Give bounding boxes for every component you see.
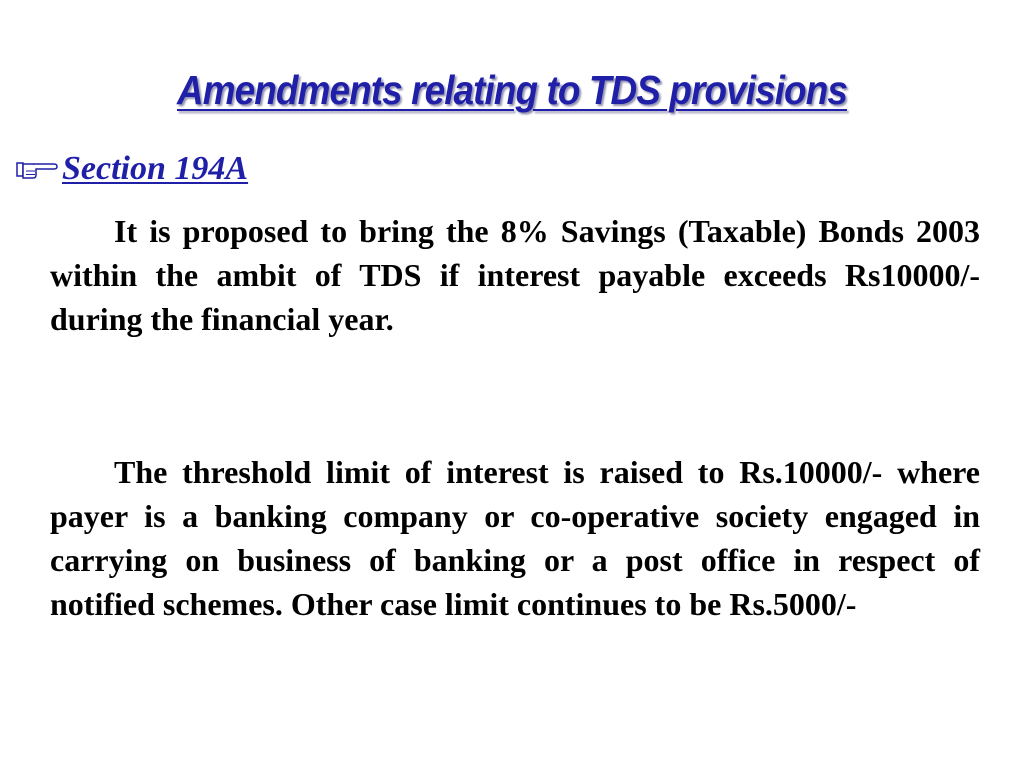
pointing-hand-icon	[16, 157, 58, 181]
section-heading	[16, 150, 248, 188]
paragraph-threshold-limit: The threshold limit of interest is raised to Rs.10000/- where payer is a banking company or co-operative society engaged in carrying on business of banking or a post office in respect of notified schemes. Other case limit continues to be Rs.5000/-	[50, 454, 980, 622]
slide-title: Amendments relating to TDS provisions	[177, 67, 847, 113]
paragraph-savings-bonds: It is proposed to bring the 8% Savings (Taxable) Bonds 2003 within the ambit of TDS if interest payable exceeds Rs10000/- during the financial year.	[50, 213, 980, 337]
section-194a-label: Section 194A	[62, 150, 249, 187]
